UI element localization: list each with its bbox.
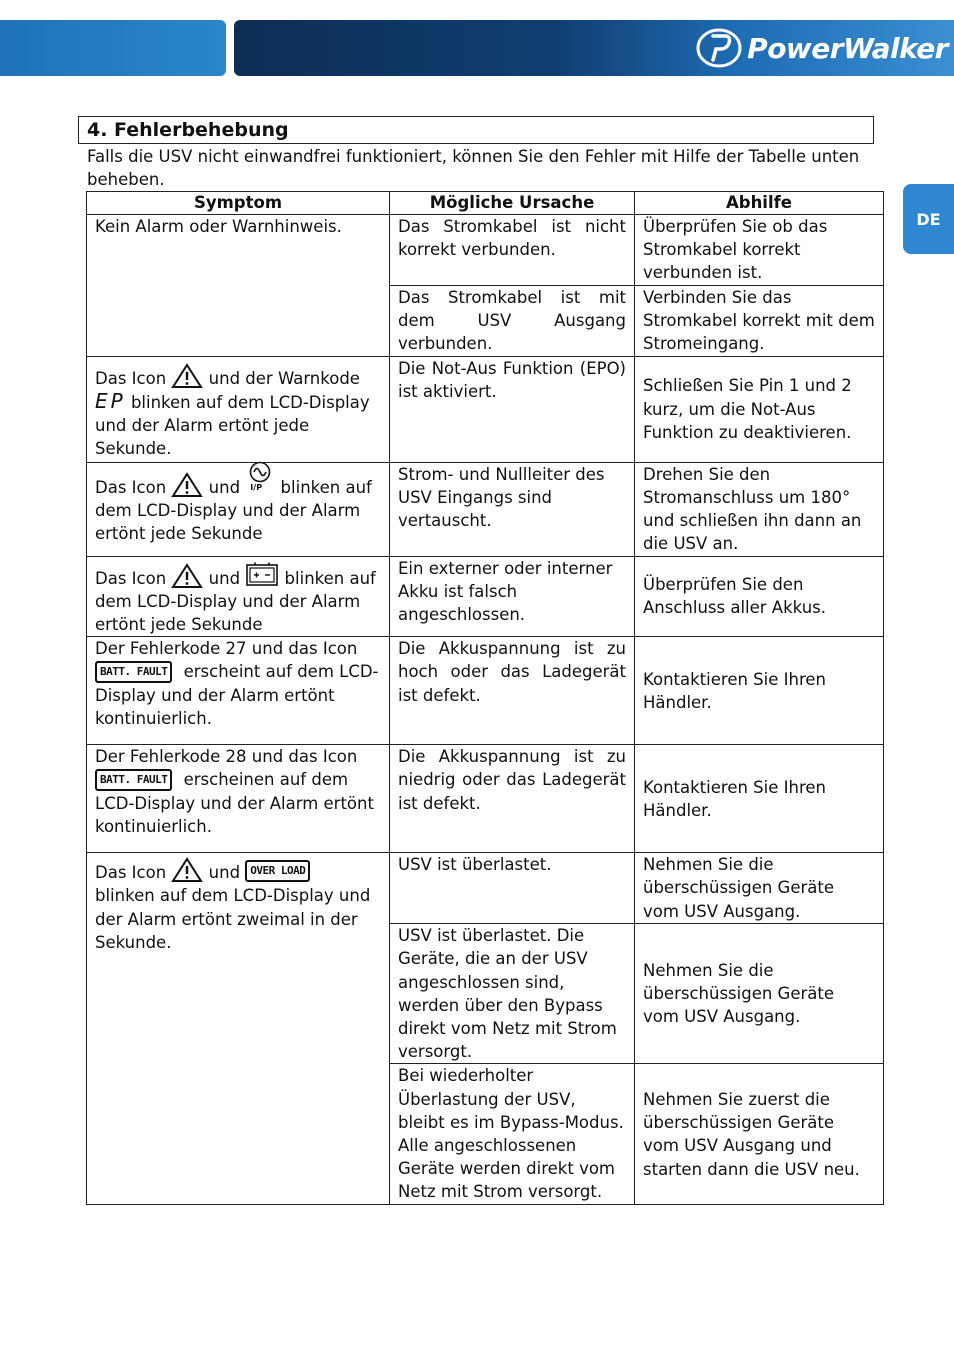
table-row xyxy=(87,637,884,745)
language-tab-de[interactable]: DE xyxy=(903,184,954,254)
troubleshooting-table xyxy=(86,191,884,1205)
symptom-cell xyxy=(87,853,390,1205)
symptom-text: und xyxy=(208,477,241,497)
warning-code-ep: EP xyxy=(95,388,126,413)
header-bar-left xyxy=(0,20,226,76)
symptom-text: blinken auf dem LCD-Display und der Alarm ertönt jede Sekunde. xyxy=(95,392,370,459)
remedy-cell: Überprüfen Sie ob das Stromkabel korrekt verbunden ist. xyxy=(635,215,884,286)
battery-icon xyxy=(245,561,279,587)
symptom-text: Das Icon xyxy=(95,477,167,497)
cause-cell: Das Stromkabel ist nicht korrekt verbunden. xyxy=(390,215,635,286)
cause-cell: USV ist überlastet. xyxy=(390,853,635,924)
symptom-text: Der Fehlerkode 27 und das Icon xyxy=(95,639,358,659)
symptom-text: erscheint auf dem LCD-Display und der Alarm ertönt kontinuierlich. xyxy=(95,662,379,728)
symptom-cell xyxy=(87,637,390,745)
table-row xyxy=(87,853,884,924)
cause-cell: USV ist überlastet. Die Geräte, die an der USV angeschlossen sind, werden über den Bypass direkt vom Netz mit Strom versorgt. xyxy=(390,924,635,1064)
symptom-text: Das Icon xyxy=(95,568,167,588)
remedy-cell: Verbinden Sie das Stromkabel korrekt mit dem Stromeingang. xyxy=(635,285,884,356)
symptom-cell xyxy=(87,745,390,853)
cause-cell: Ein externer oder interner Akku ist falsch angeschlossen. xyxy=(390,556,635,637)
warning-icon xyxy=(171,857,203,883)
symptom-text: erscheinen auf dem LCD-Display und der Alarm ertönt kontinuierlich. xyxy=(95,770,374,836)
cause-cell: Die Akkuspannung ist zu niedrig oder das Ladegerät ist defekt. xyxy=(390,745,635,853)
remedy-cell: Kontaktieren Sie Ihren Händler. xyxy=(635,637,884,745)
batt-fault-badge: BATT. FAULT xyxy=(95,769,172,791)
cause-cell: Das Stromkabel ist mit dem USV Ausgang verbunden. xyxy=(390,285,635,356)
symptom-text: und xyxy=(208,863,241,883)
brand-emblem-icon xyxy=(695,26,743,70)
col-header-symptom: Symptom xyxy=(87,192,390,215)
symptom-cell xyxy=(87,556,390,637)
symptom-text: Kein Alarm oder Warnhinweis. xyxy=(95,217,342,236)
symptom-text: und der Warnkode xyxy=(208,368,360,388)
table-row xyxy=(87,556,884,637)
brand-name: PowerWalker xyxy=(747,31,948,65)
symptom-text: Der Fehlerkode 28 und das Icon xyxy=(95,747,358,767)
cause-cell: Die Not-Aus Funktion (EPO) ist aktiviert. xyxy=(390,356,635,462)
symptom-text: Das Icon xyxy=(95,863,167,883)
table-row xyxy=(87,215,884,286)
overload-badge: OVER LOAD xyxy=(245,860,310,882)
symptom-cell xyxy=(87,462,390,556)
remedy-cell: Nehmen Sie die überschüssigen Geräte vom USV Ausgang. xyxy=(635,924,884,1064)
table-header-row xyxy=(87,192,884,215)
ac-input-icon xyxy=(245,467,275,499)
symptom-cell xyxy=(87,215,390,357)
warning-icon xyxy=(171,472,203,498)
cause-cell: Bei wiederholter Überlastung der USV, bleibt es im Bypass-Modus. Alle angeschlossenen Geräte werden direkt vom Netz mit Strom versorgt. xyxy=(390,1064,635,1205)
cause-cell: Strom- und Nullleiter des USV Eingangs sind vertauscht. xyxy=(390,462,635,556)
symptom-text: blinken auf dem LCD-Display und der Alarm ertönt jede Sekunde xyxy=(95,568,376,635)
brand-logo xyxy=(695,20,948,76)
symptom-cell xyxy=(87,356,390,462)
table-row xyxy=(87,356,884,462)
ac-input-label: I/P xyxy=(250,482,263,492)
remedy-cell: Schließen Sie Pin 1 und 2 kurz, um die Not-Aus Funktion zu deaktivieren. xyxy=(635,356,884,462)
symptom-text: Das Icon xyxy=(95,368,167,388)
remedy-cell: Kontaktieren Sie Ihren Händler. xyxy=(635,745,884,853)
section-title: 4. Fehlerbehebung xyxy=(78,116,874,144)
symptom-text: blinken auf dem LCD-Display und der Alarm ertönt jede Sekunde xyxy=(95,477,372,544)
symptom-text: blinken auf dem LCD-Display und der Alarm ertönt zweimal in der Sekunde. xyxy=(95,886,371,952)
section-intro: Falls die USV nicht einwandfrei funktioniert, können Sie den Fehler mit Hilfe der Tabelle unten beheben. xyxy=(87,147,860,189)
remedy-cell: Drehen Sie den Stromanschluss um 180° und schließen ihn dann an die USV an. xyxy=(635,462,884,556)
table-row xyxy=(87,745,884,853)
remedy-cell: Nehmen Sie zuerst die überschüssigen Geräte vom USV Ausgang und starten dann die USV neu. xyxy=(635,1064,884,1205)
symptom-text: und xyxy=(208,568,241,588)
warning-icon xyxy=(171,363,203,389)
cause-cell: Die Akkuspannung ist zu hoch oder das Ladegerät ist defekt. xyxy=(390,637,635,745)
warning-icon xyxy=(171,563,203,589)
col-header-cause: Mögliche Ursache xyxy=(390,192,635,215)
sine-wave-icon xyxy=(245,461,275,483)
remedy-cell: Nehmen Sie die überschüssigen Geräte vom USV Ausgang. xyxy=(635,853,884,924)
remedy-cell: Überprüfen Sie den Anschluss aller Akkus. xyxy=(635,556,884,637)
batt-fault-badge: BATT. FAULT xyxy=(95,661,172,683)
col-header-remedy: Abhilfe xyxy=(635,192,884,215)
table-row xyxy=(87,462,884,556)
